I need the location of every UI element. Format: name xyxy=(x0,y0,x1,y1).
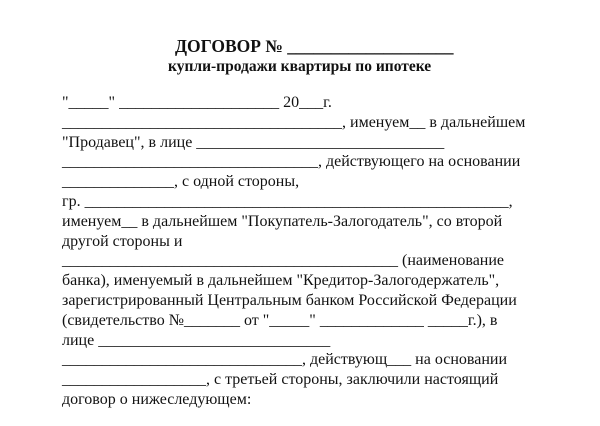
document-line: другой стороны и xyxy=(62,232,183,250)
document-line: __________________________________________ (наименование xyxy=(62,252,505,270)
document-line: (свидетельство №_______ от "_____" _____________ _____г.), в xyxy=(62,311,498,329)
document-line: договор о нижеследующем: xyxy=(62,391,252,408)
document-line: лице _____________________________ xyxy=(62,331,331,349)
document-line: __________________, с третьей стороны, заключили настоящий xyxy=(62,371,499,389)
document-title: ДОГОВОР № ___________________ xyxy=(175,36,454,56)
document-line: ______________________________, действующ___ на основании xyxy=(62,351,508,369)
document-subtitle: купли-продажи квартиры по ипотеке xyxy=(168,58,432,75)
document-line: "_____" ____________________ 20___г. xyxy=(62,94,332,111)
document-line: ________________________________, действующего на основании xyxy=(62,153,521,171)
document-line: банка), именуемый в дальнейшем "Кредитор-Залогодержатель", xyxy=(62,272,500,290)
document-line: зарегистрированный Центральным банком Российской Федерации xyxy=(62,292,517,309)
document-line: именуем__ в дальнейшем "Покупатель-Залогодатель", со второй xyxy=(62,212,503,230)
document-line: гр. _____________________________________________________, xyxy=(62,193,513,210)
document-line: "Продавец", в лице _______________________________ xyxy=(62,133,445,151)
document-line: ______________, с одной стороны, xyxy=(62,173,300,191)
document-line: ___________________________________, именуем__ в дальнейшем xyxy=(62,113,526,131)
